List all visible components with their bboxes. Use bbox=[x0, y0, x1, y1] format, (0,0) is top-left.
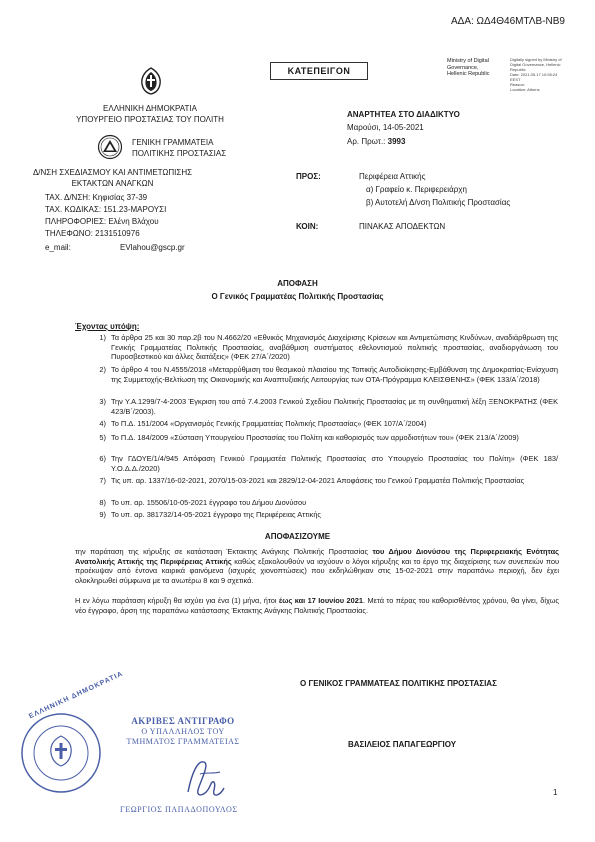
protocol-value: 3993 bbox=[387, 137, 406, 146]
sig-org-line: Ministry of Digital bbox=[447, 58, 489, 64]
sig-org-line: Hellenic Republic bbox=[447, 71, 490, 77]
decision-paragraph-2 bbox=[75, 596, 559, 615]
decision-paragraph-1 bbox=[75, 547, 559, 585]
consideration-item: Το υπ. αρ. 15506/10-05-2021 έγγραφο του Δήμου Διονύσου bbox=[111, 498, 307, 507]
seal-text: ΕΛΛΗΝΙΚΗ ΔΗΜΟΚΡΑΤΙΑ bbox=[28, 670, 125, 721]
considering-heading: Έχοντας υπόψη: bbox=[75, 322, 140, 331]
item-number: 7) bbox=[99, 476, 106, 485]
official-seal-icon bbox=[20, 670, 125, 794]
sig-detail-line: Republic bbox=[510, 67, 526, 72]
signature-org bbox=[447, 58, 507, 78]
consideration-item: Την ΓΔΟΥΕ/1/4/945 Απόφαση Γενικού Γραμματέα Πολιτικής Προστασίας στο Υπουργείο Προστασίας του Πολίτη» (ΦΕΚ 183/Υ.Ο.Δ.Δ./2020) bbox=[111, 454, 558, 473]
stamp-line: ΤΜΗΜΑΤΟΣ ΓΡΑΜΜΑΤΕΙΑΣ bbox=[126, 737, 240, 746]
sig-detail-line: EEST bbox=[510, 77, 521, 82]
republic-title: ΕΛΛΗΝΙΚΗ ΔΗΜΟΚΡΑΤΙΑ bbox=[103, 104, 197, 113]
signature-details bbox=[510, 57, 562, 92]
decision-text: καθώς εξακολουθούν να ισχύουν ο λόγοι κήρυξης και το έργο της διαχείρισης των συνεπειών που προέκυψαν από έντονα καιρικά φαινόμενα (ισχυρές χιονοπτώσεις) που εκδηλώθηκαν στις 15-02-2021 στην παραπάνω περιοχή, δεν έχει ολοκληρωθεί σύμφωνα με τα ανωτέρω 8 και 9 σχετικά. bbox=[75, 556, 559, 585]
consideration-item: Τις υπ. αρ. 1337/16-02-2021, 2070/15-03-2021 και 2829/12-04-2021 Αποφάσεις του Γενικού Γραμματέα Πολιτικής Προστασίας bbox=[111, 476, 525, 485]
protocol-number bbox=[347, 137, 405, 147]
stamp-signer-name: ΓΕΩΡΓΙΟΣ ΠΑΠΑΔΟΠΟΥΛΟΣ bbox=[120, 805, 238, 814]
consideration-item: Το Π.Δ. 184/2009 «Σύσταση Υπουργείου Προστασίας του Πολίτη και καθορισμός των αρμοδιοτήτων του» (ΦΕΚ 213/Α΄/2009) bbox=[111, 433, 519, 442]
email-label: e_mail: bbox=[45, 243, 71, 252]
greek-emblem-icon bbox=[138, 66, 164, 96]
document-subtitle: Ο Γενικός Γραμματέας Πολιτικής Προστασίας bbox=[211, 292, 384, 301]
post-online-note: ΑΝΑΡΤΗΤΕΑ ΣΤΟ ΔΙΑΔΙΚΤΥΟ bbox=[347, 110, 460, 119]
general-secretariat-line2: ΠΟΛΙΤΙΚΗΣ ΠΡΟΣΤΑΣΙΑΣ bbox=[132, 149, 227, 158]
department-line1: Δ/ΝΣΗ ΣΧΕΔΙΑΣΜΟΥ ΚΑΙ ΑΝΤΙΜΕΤΩΠΙΣΗΣ bbox=[32, 168, 193, 177]
cc-value: ΠΙΝΑΚΑΣ ΑΠΟΔΕΚΤΩΝ bbox=[359, 222, 446, 231]
to-label: ΠΡΟΣ: bbox=[296, 172, 321, 181]
ministry-title: ΥΠΟΥΡΓΕΙΟ ΠΡΟΣΤΑΣΙΑΣ ΤΟΥ ΠΟΛΙΤΗ bbox=[76, 115, 224, 124]
decision-heading: ΑΠΟΦΑΣΙΖΟΥΜΕ bbox=[264, 532, 331, 541]
item-number: 8) bbox=[99, 498, 106, 507]
civil-protection-logo-icon bbox=[97, 134, 123, 160]
item-number: 4) bbox=[99, 419, 106, 428]
stamp-line: ΑΚΡΙΒΕΣ ΑΝΤΙΓΡΑΦΟ bbox=[131, 716, 235, 726]
item-number: 9) bbox=[99, 510, 106, 519]
signer-title: Ο ΓΕΝΙΚΟΣ ΓΡΑΜΜΑΤΕΑΣ ΠΟΛΙΤΙΚΗΣ ΠΡΟΣΤΑΣΙΑΣ bbox=[300, 679, 497, 688]
consideration-item: Την Υ.Α.1299/7-4-2003 Έγκριση του από 7.4.2003 Γενικού Σχεδίου Πολιτικής Προστασίας με τη συνθηματική λέξη ΞΕΝΟΚΡΑΤΗΣ (ΦΕΚ 423/Β΄/2003). bbox=[111, 397, 558, 416]
sig-detail-line: Digital Governance, Hellenic bbox=[510, 62, 561, 67]
decision-text: Η εν λόγω παράταση κήρυξη θα ισχύει για ένα (1) μήνα, ήτοι bbox=[75, 596, 279, 605]
stamp-line: Ο ΥΠΑΛΛΗΛΟΣ ΤΟΥ bbox=[141, 727, 225, 736]
decision-text: την παράταση της κήρυξης σε κατάσταση Έκτακτης Ανάγκης Πολιτικής Προστασίας bbox=[75, 547, 373, 556]
to-recipient-b: β) Αυτοτελή Δ/νση Πολιτικής Προστασίας bbox=[366, 198, 511, 207]
postal-address: ΤΑΧ. Δ/ΝΣΗ: Κηφισίας 37-39 bbox=[45, 193, 148, 202]
sig-detail-line: Reason: bbox=[510, 82, 525, 87]
certified-copy-stamp bbox=[108, 716, 258, 747]
sig-org-line: Governance, bbox=[447, 64, 479, 71]
cc-label: ΚΟΙΝ: bbox=[296, 222, 319, 231]
place-date: Μαρούσι, 14-05-2021 bbox=[347, 123, 424, 132]
protocol-label: Αρ. Πρωτ.: bbox=[347, 137, 386, 146]
item-number: 6) bbox=[99, 454, 106, 463]
item-number: 3) bbox=[99, 397, 106, 406]
document-title: ΑΠΟΦΑΣΗ bbox=[277, 279, 318, 288]
ada-code: ΑΔΑ: ΩΔ4Θ46ΜΤΛΒ-ΝΒ9 bbox=[450, 16, 565, 27]
decision-emphasis: του Δήμου Διονύσου της Περιφερειακής Ενότητας Ανατολικής Αττικής της Περιφέρειας Αττικής bbox=[75, 547, 559, 566]
decision-emphasis: έως και 17 Ιουνίου 2021 bbox=[278, 596, 363, 605]
to-recipient-a: α) Γραφείο κ. Περιφερειάρχη bbox=[366, 185, 467, 194]
consideration-item: Το υπ. αρ. 381732/14-05-2021 έγγραφο της Περιφέρειας Αττικής bbox=[111, 510, 321, 519]
consideration-item: Το άρθρο 4 του Ν.4555/2018 «Μεταρρύθμιση του θεσμικού πλαισίου της Τοπικής Αυτοδιοίκησης-Εμβάθυνση της Δημοκρατίας-Ενίσχυση της Συμμετοχής-Βελτίωση της Οικονομικής και Αναπτυξιακής Λειτουργίας των ΟΤΑ-Πρόγραμμα ΚΛΕΙΣΘΕΝΗΣ» (ΦΕΚ 133/Α΄/2018) bbox=[111, 365, 558, 384]
sig-detail-line: Digitally signed by Ministry of bbox=[510, 57, 562, 62]
sig-detail-line: Date: 2021.05.17 10:55:24 bbox=[510, 72, 558, 77]
item-number: 1) bbox=[99, 333, 106, 342]
department-line2: ΕΚΤΑΚΤΩΝ ΑΝΑΓΚΩΝ bbox=[71, 179, 154, 188]
sig-detail-line: Location: Athens bbox=[510, 87, 540, 92]
handwritten-signature-icon bbox=[180, 752, 230, 804]
urgent-label: ΚΑΤΕΠΕΙΓΟΝ bbox=[270, 62, 368, 80]
decision-text: . Μετά το πέρας του καθορισθέντος χρόνου, θα γίνει, δίχως νέο έγγραφο, άρση της παραπάνω κατάστασης Έκτακτης Ανάγκης Πολιτικής Προστασίας. bbox=[75, 596, 559, 615]
item-number: 5) bbox=[99, 433, 106, 442]
postal-code: ΤΑΧ. ΚΩΔΙΚΑΣ: 151.23-ΜΑΡΟΥΣΙ bbox=[45, 205, 167, 214]
page-number: 1 bbox=[553, 788, 558, 797]
consideration-item: Τα άρθρα 25 και 30 παρ.2β του Ν.4662/20 «Εθνικός Μηχανισμός Διαχείρισης Κρίσεων και Αντιμετώπισης Κινδύνων, αναδιάρθρωση της Γενικής Γραμματείας Πολιτικής Προστασίας, αναβάθμιση συστήματος εθελοντισμού πολιτικής προστασίας, αναδιοργάνωση του Πυροσβεστικού και άλλες διατάξεις» (ΦΕΚ 27/Α΄/2020) bbox=[111, 333, 558, 362]
email-address[interactable]: EVlahou@gscp.gr bbox=[120, 243, 185, 252]
to-recipient: Περιφέρεια Αττικής bbox=[359, 172, 426, 181]
consideration-item: Το Π.Δ. 151/2004 «Οργανισμός Γενικής Γραμματείας Πολιτικής Προστασίας» (ΦΕΚ 107/Α΄/2004) bbox=[111, 419, 427, 428]
item-number: 2) bbox=[99, 365, 106, 374]
contact-phone: ΤΗΛΕΦΩΝΟ: 2131510976 bbox=[45, 229, 140, 238]
contact-info: ΠΛΗΡΟΦΟΡΙΕΣ: Ελένη Βλάχου bbox=[45, 217, 159, 226]
signer-name: ΒΑΣΙΛΕΙΟΣ ΠΑΠΑΓΕΩΡΓΙΟΥ bbox=[348, 740, 457, 749]
general-secretariat-line1: ΓΕΝΙΚΗ ΓΡΑΜΜΑΤΕΙΑ bbox=[132, 138, 214, 147]
